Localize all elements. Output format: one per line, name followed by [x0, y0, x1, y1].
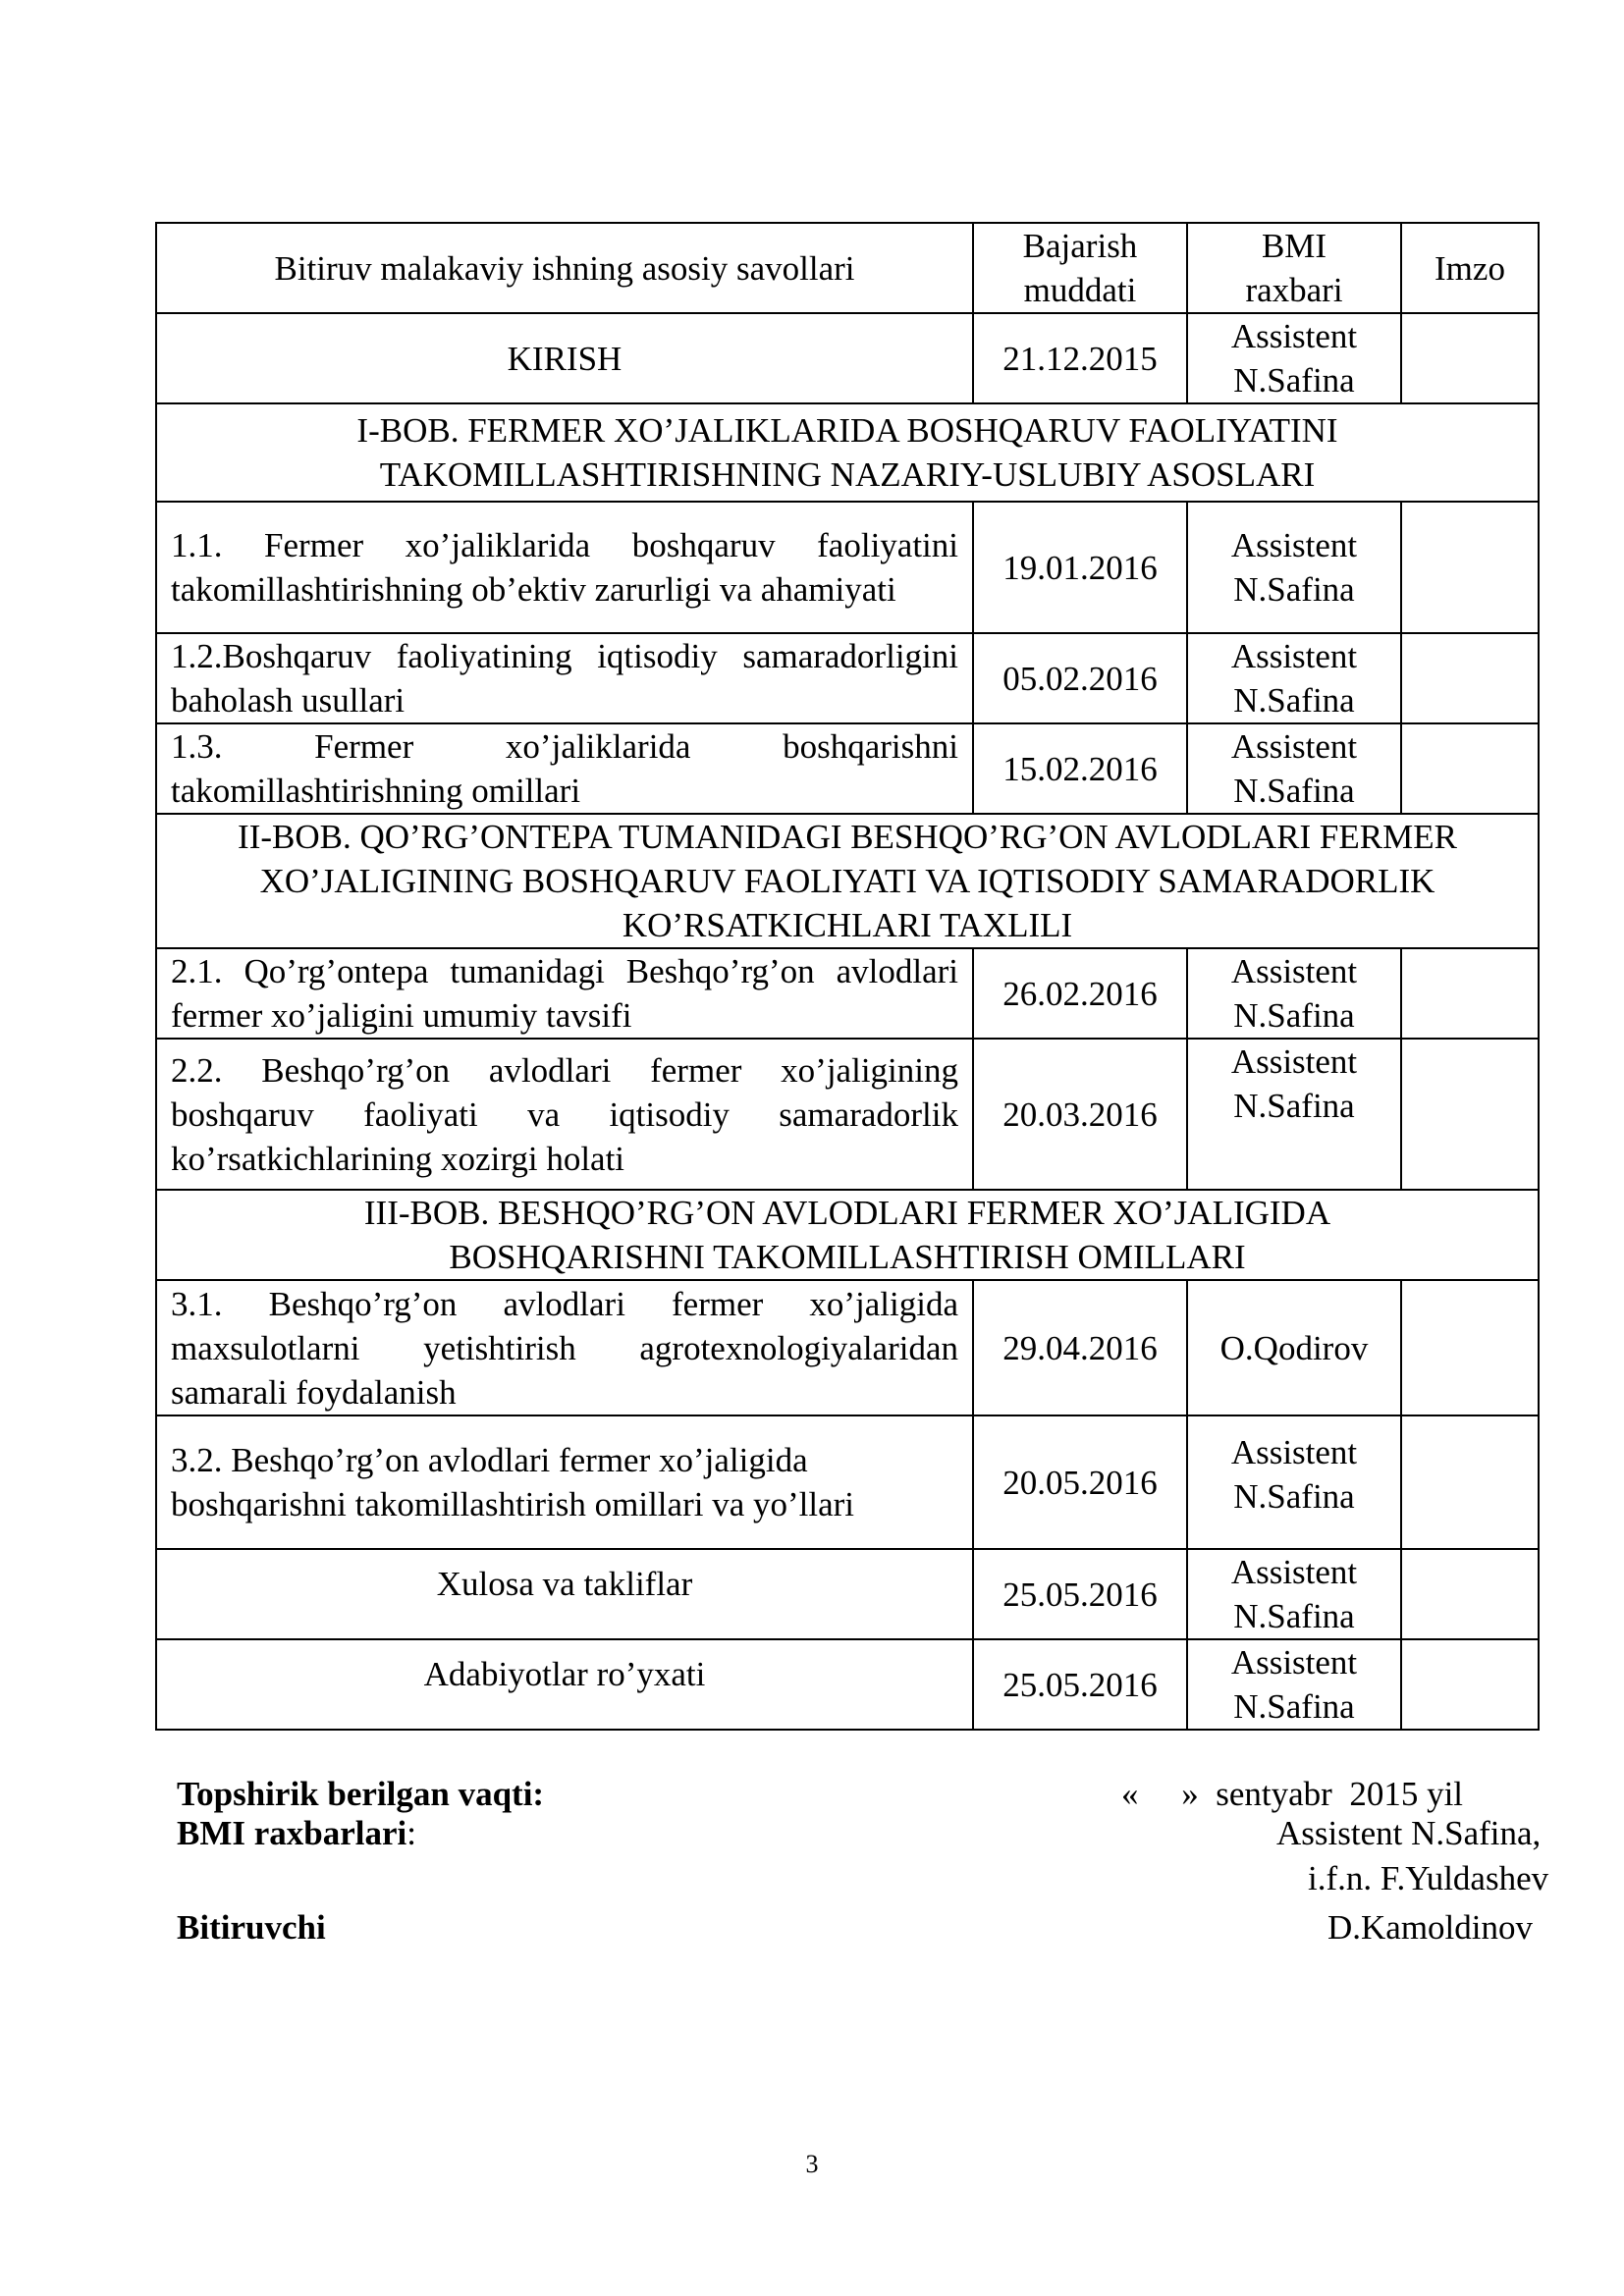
row-date: 20.05.2016: [973, 1415, 1187, 1549]
row-date: 19.01.2016: [973, 502, 1187, 633]
row-title: KIRISH: [156, 313, 973, 403]
row-signature: [1401, 313, 1539, 403]
row-date: 20.03.2016: [973, 1039, 1187, 1190]
assignment-table: [155, 222, 1540, 1731]
table-row: [156, 633, 1539, 723]
row-date: 15.02.2016: [973, 723, 1187, 814]
row-supervisor: Assistent N.Safina: [1187, 1639, 1401, 1730]
row-signature: [1401, 1039, 1539, 1190]
chapter-title: I-BOB. FERMER XO’JALIKLARIDA BOSHQARUV FAOLIYATINI TAKOMILLASHTIRISHNING NAZARIY-USLUBIY ASOSLARI: [156, 403, 1539, 502]
row-title: 2.2. Beshqo’rg’on avlodlari fermer xo’jaligining boshqaruv faoliyati va iqtisodiy samaradorlik ko’rsatkichlarining xozirgi holati: [156, 1039, 973, 1190]
supervisor-2: i.f.n. F.Yuldashev: [1308, 1859, 1549, 1897]
row-date: 05.02.2016: [973, 633, 1187, 723]
row-supervisor: Assistent N.Safina: [1187, 1039, 1401, 1190]
row-supervisor: Assistent N.Safina: [1187, 502, 1401, 633]
page-number: 3: [805, 2150, 819, 2178]
header-deadline: Bajarish muddati: [973, 223, 1187, 313]
row-supervisor: Assistent N.Safina: [1187, 1549, 1401, 1639]
row-supervisor: Assistent N.Safina: [1187, 948, 1401, 1039]
graduate-name: D.Kamoldinov: [1327, 1908, 1534, 1947]
row-date: 29.04.2016: [973, 1280, 1187, 1415]
supervisor-1: Assistent N.Safina,: [1276, 1814, 1542, 1852]
chapter-row: [156, 814, 1539, 948]
header-questions: Bitiruv malakaviy ishning asosiy savollari: [156, 223, 973, 313]
graduate-label: Bitiruvchi: [177, 1908, 326, 1947]
row-supervisor: O.Qodirov: [1187, 1280, 1401, 1415]
row-signature: [1401, 502, 1539, 633]
row-signature: [1401, 1549, 1539, 1639]
assigned-label: Topshirik berilgan vaqti:: [177, 1775, 545, 1813]
row-signature: [1401, 723, 1539, 814]
row-title: 3.1. Beshqo’rg’on avlodlari fermer xo’jaligida maxsulotlarni yetishtirish agrotexnologiyalaridan samarali foydalanish: [156, 1280, 973, 1415]
table-row: [156, 948, 1539, 1039]
row-title: Xulosa va takliflar: [156, 1549, 973, 1639]
row-signature: [1401, 948, 1539, 1039]
header-supervisor: BMI raxbari: [1187, 223, 1401, 313]
row-signature: [1401, 1415, 1539, 1549]
table-row: [156, 502, 1539, 633]
table-row: [156, 1039, 1539, 1190]
table-header: [156, 223, 1539, 313]
table-row: [156, 313, 1539, 403]
header-signature: Imzo: [1401, 223, 1539, 313]
chapter-title: II-BOB. QO’RG’ONTEPA TUMANIDAGI BESHQO’RG’ON AVLODLARI FERMER XO’JALIGINING BOSHQARUV FAOLIYATI VA IQTISODIY SAMARADORLIK KO’RSATKICHLARI TAXLILI: [156, 814, 1539, 948]
row-date: 25.05.2016: [973, 1639, 1187, 1730]
row-title: 1.2.Boshqaruv faoliyatining iqtisodiy samaradorligini baholash usullari: [156, 633, 973, 723]
row-title: Adabiyotlar ro’yxati: [156, 1639, 973, 1730]
chapter-row: [156, 403, 1539, 502]
row-date: 26.02.2016: [973, 948, 1187, 1039]
row-signature: [1401, 1639, 1539, 1730]
row-signature: [1401, 633, 1539, 723]
row-supervisor: Assistent N.Safina: [1187, 313, 1401, 403]
row-supervisor: Assistent N.Safina: [1187, 633, 1401, 723]
supervisors-label-line: BMI raxbarlari:: [177, 1814, 417, 1852]
chapter-row: [156, 1190, 1539, 1280]
row-supervisor: Assistent N.Safina: [1187, 1415, 1401, 1549]
chapter-title: III-BOB. BESHQO’RG’ON AVLODLARI FERMER XO’JALIGIDA BOSHQARISHNI TAKOMILLASHTIRISH OMILLARI: [156, 1190, 1539, 1280]
row-signature: [1401, 1280, 1539, 1415]
table-row: [156, 723, 1539, 814]
row-date: 21.12.2015: [973, 313, 1187, 403]
table-row: [156, 1639, 1539, 1730]
table-row: [156, 1415, 1539, 1549]
table-row: [156, 1549, 1539, 1639]
table-row: [156, 1280, 1539, 1415]
row-supervisor: Assistent N.Safina: [1187, 723, 1401, 814]
row-title: 1.1. Fermer xo’jaliklarida boshqaruv faoliyatini takomillashtirishning ob’ektiv zarurligi va ahamiyati: [156, 502, 973, 633]
row-title: 3.2. Beshqo’rg’on avlodlari fermer xo’jaligida boshqarishni takomillashtirish omillari va yo’llari: [156, 1415, 973, 1549]
row-title: 2.1. Qo’rg’ontepa tumanidagi Beshqo’rg’on avlodlari fermer xo’jaligini umumiy tavsifi: [156, 948, 973, 1039]
row-title: 1.3. Fermer xo’jaliklarida boshqarishni takomillashtirishning omillari: [156, 723, 973, 814]
assigned-date: « » sentyabr 2015 yil: [1121, 1775, 1464, 1813]
row-date: 25.05.2016: [973, 1549, 1187, 1639]
